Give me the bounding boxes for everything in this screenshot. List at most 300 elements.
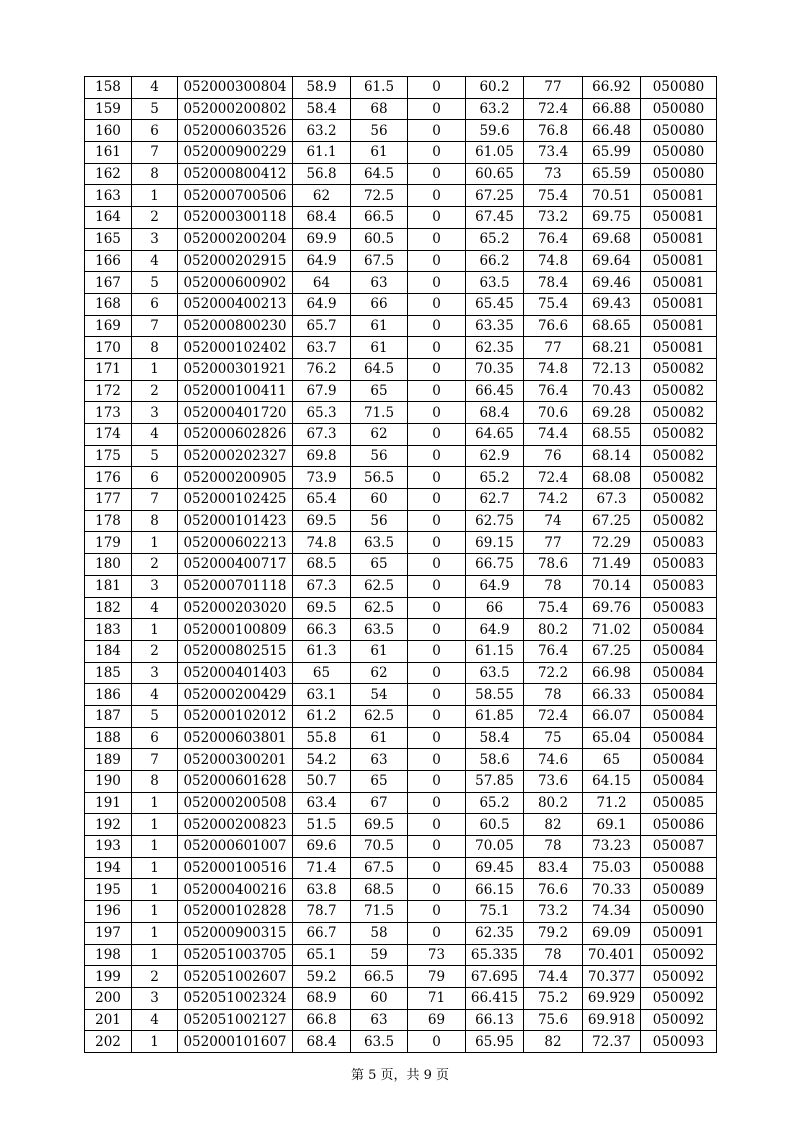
seq-cell: 194	[85, 857, 132, 879]
total-score-cell: 69.1	[583, 814, 641, 836]
score-1-cell: 54.2	[293, 749, 351, 771]
score-2-cell: 68	[351, 98, 408, 120]
written-score-cell: 63.5	[466, 662, 524, 684]
score-2-cell: 62.5	[351, 705, 408, 727]
position-code-cell: 050092	[641, 944, 717, 966]
table-row	[85, 944, 717, 966]
interview-score-cell: 77	[524, 337, 583, 359]
score-1-cell: 58.9	[293, 77, 351, 99]
rank-cell: 1	[132, 619, 178, 641]
position-code-cell: 050080	[641, 163, 717, 185]
exam-id-cell: 052000102402	[178, 337, 293, 359]
written-score-cell: 57.85	[466, 771, 524, 793]
rank-cell: 1	[132, 1031, 178, 1053]
position-code-cell: 050081	[641, 337, 717, 359]
score-3-cell: 0	[408, 857, 466, 879]
exam-id-cell: 052000800412	[178, 163, 293, 185]
total-score-cell: 71.2	[583, 792, 641, 814]
exam-id-cell: 052000100411	[178, 380, 293, 402]
exam-id-cell: 052000701118	[178, 575, 293, 597]
score-2-cell: 71.5	[351, 402, 408, 424]
table-row	[85, 467, 717, 489]
score-1-cell: 59.2	[293, 966, 351, 988]
rank-cell: 2	[132, 640, 178, 662]
position-code-cell: 050081	[641, 207, 717, 229]
total-score-cell: 66.98	[583, 662, 641, 684]
score-1-cell: 67.3	[293, 424, 351, 446]
written-score-cell: 60.5	[466, 814, 524, 836]
rank-cell: 1	[132, 358, 178, 380]
score-3-cell: 0	[408, 640, 466, 662]
total-score-cell: 68.55	[583, 424, 641, 446]
written-score-cell: 58.4	[466, 727, 524, 749]
seq-cell: 163	[85, 185, 132, 207]
position-code-cell: 050082	[641, 489, 717, 511]
written-score-cell: 61.05	[466, 142, 524, 164]
table-row	[85, 987, 717, 1009]
score-1-cell: 68.9	[293, 987, 351, 1009]
score-2-cell: 60.5	[351, 228, 408, 250]
score-3-cell: 0	[408, 727, 466, 749]
score-2-cell: 66.5	[351, 207, 408, 229]
table-row	[85, 922, 717, 944]
seq-cell: 201	[85, 1009, 132, 1031]
rank-cell: 2	[132, 380, 178, 402]
score-1-cell: 66.7	[293, 922, 351, 944]
written-score-cell: 66.75	[466, 554, 524, 576]
position-code-cell: 050092	[641, 987, 717, 1009]
seq-cell: 197	[85, 922, 132, 944]
exam-id-cell: 052000100516	[178, 857, 293, 879]
rank-cell: 1	[132, 185, 178, 207]
table-row	[85, 662, 717, 684]
rank-cell: 3	[132, 402, 178, 424]
rank-cell: 8	[132, 771, 178, 793]
score-3-cell: 0	[408, 250, 466, 272]
written-score-cell: 70.05	[466, 836, 524, 858]
seq-cell: 189	[85, 749, 132, 771]
score-3-cell: 0	[408, 185, 466, 207]
interview-score-cell: 80.2	[524, 792, 583, 814]
exam-id-cell: 052000602826	[178, 424, 293, 446]
position-code-cell: 050084	[641, 771, 717, 793]
total-score-cell: 66.88	[583, 98, 641, 120]
interview-score-cell: 75.2	[524, 987, 583, 1009]
written-score-cell: 62.35	[466, 922, 524, 944]
interview-score-cell: 75.6	[524, 1009, 583, 1031]
exam-id-cell: 052051003705	[178, 944, 293, 966]
seq-cell: 168	[85, 293, 132, 315]
rank-cell: 4	[132, 77, 178, 99]
score-3-cell: 0	[408, 510, 466, 532]
table-row	[85, 1009, 717, 1031]
rank-cell: 8	[132, 337, 178, 359]
score-2-cell: 72.5	[351, 185, 408, 207]
score-3-cell: 0	[408, 684, 466, 706]
total-score-cell: 65.04	[583, 727, 641, 749]
seq-cell: 185	[85, 662, 132, 684]
score-3-cell: 0	[408, 532, 466, 554]
seq-cell: 188	[85, 727, 132, 749]
score-2-cell: 66	[351, 293, 408, 315]
total-score-cell: 71.02	[583, 619, 641, 641]
position-code-cell: 050082	[641, 467, 717, 489]
table-row	[85, 445, 717, 467]
total-score-cell: 69.09	[583, 922, 641, 944]
interview-score-cell: 78.6	[524, 554, 583, 576]
table-row	[85, 749, 717, 771]
total-score-cell: 67.25	[583, 510, 641, 532]
score-1-cell: 76.2	[293, 358, 351, 380]
seq-cell: 191	[85, 792, 132, 814]
position-code-cell: 050083	[641, 597, 717, 619]
score-1-cell: 63.1	[293, 684, 351, 706]
score-2-cell: 68.5	[351, 879, 408, 901]
score-1-cell: 63.2	[293, 120, 351, 142]
written-score-cell: 75.1	[466, 901, 524, 923]
position-code-cell: 050081	[641, 228, 717, 250]
rank-cell: 4	[132, 250, 178, 272]
score-3-cell: 0	[408, 792, 466, 814]
written-score-cell: 60.2	[466, 77, 524, 99]
exam-id-cell: 052000200823	[178, 814, 293, 836]
position-code-cell: 050082	[641, 510, 717, 532]
seq-cell: 175	[85, 445, 132, 467]
position-code-cell: 050084	[641, 705, 717, 727]
seq-cell: 173	[85, 402, 132, 424]
score-1-cell: 65	[293, 662, 351, 684]
exam-id-cell: 052000102425	[178, 489, 293, 511]
score-1-cell: 69.6	[293, 836, 351, 858]
total-score-cell: 66.33	[583, 684, 641, 706]
table-row	[85, 532, 717, 554]
table-row	[85, 402, 717, 424]
written-score-cell: 63.2	[466, 98, 524, 120]
score-1-cell: 63.8	[293, 879, 351, 901]
score-1-cell: 65.3	[293, 402, 351, 424]
score-3-cell: 0	[408, 207, 466, 229]
seq-cell: 202	[85, 1031, 132, 1053]
table-row	[85, 228, 717, 250]
position-code-cell: 050090	[641, 901, 717, 923]
score-3-cell: 0	[408, 749, 466, 771]
table-row	[85, 358, 717, 380]
score-1-cell: 63.7	[293, 337, 351, 359]
score-2-cell: 62	[351, 424, 408, 446]
score-2-cell: 62.5	[351, 597, 408, 619]
score-3-cell: 73	[408, 944, 466, 966]
total-score-cell: 69.68	[583, 228, 641, 250]
exam-id-cell: 052000101607	[178, 1031, 293, 1053]
seq-cell: 176	[85, 467, 132, 489]
rank-cell: 2	[132, 966, 178, 988]
position-code-cell: 050084	[641, 684, 717, 706]
table-body	[85, 77, 717, 1053]
seq-cell: 200	[85, 987, 132, 1009]
interview-score-cell: 74.2	[524, 489, 583, 511]
score-2-cell: 61.5	[351, 77, 408, 99]
seq-cell: 187	[85, 705, 132, 727]
table-row	[85, 98, 717, 120]
seq-cell: 171	[85, 358, 132, 380]
score-3-cell: 0	[408, 77, 466, 99]
interview-score-cell: 76.4	[524, 640, 583, 662]
total-score-cell: 69.64	[583, 250, 641, 272]
rank-cell: 4	[132, 597, 178, 619]
score-3-cell: 0	[408, 142, 466, 164]
exam-id-cell: 052000100809	[178, 619, 293, 641]
exam-id-cell: 052000602213	[178, 532, 293, 554]
table-row	[85, 293, 717, 315]
seq-cell: 198	[85, 944, 132, 966]
score-2-cell: 67	[351, 792, 408, 814]
rank-cell: 6	[132, 467, 178, 489]
score-1-cell: 68.5	[293, 554, 351, 576]
written-score-cell: 69.45	[466, 857, 524, 879]
position-code-cell: 050084	[641, 662, 717, 684]
table-row	[85, 380, 717, 402]
score-1-cell: 66.3	[293, 619, 351, 641]
position-code-cell: 050081	[641, 272, 717, 294]
position-code-cell: 050080	[641, 77, 717, 99]
total-score-cell: 66.92	[583, 77, 641, 99]
written-score-cell: 66.45	[466, 380, 524, 402]
interview-score-cell: 73.2	[524, 901, 583, 923]
score-2-cell: 63.5	[351, 532, 408, 554]
score-3-cell: 0	[408, 705, 466, 727]
score-1-cell: 64.9	[293, 250, 351, 272]
rank-cell: 4	[132, 424, 178, 446]
total-score-cell: 69.46	[583, 272, 641, 294]
score-3-cell: 0	[408, 814, 466, 836]
interview-score-cell: 72.4	[524, 467, 583, 489]
score-3-cell: 0	[408, 380, 466, 402]
total-score-cell: 69.929	[583, 987, 641, 1009]
score-3-cell: 0	[408, 879, 466, 901]
rank-cell: 8	[132, 163, 178, 185]
interview-score-cell: 75.4	[524, 597, 583, 619]
exam-id-cell: 052051002607	[178, 966, 293, 988]
score-2-cell: 61	[351, 142, 408, 164]
table-row	[85, 705, 717, 727]
score-3-cell: 0	[408, 98, 466, 120]
interview-score-cell: 80.2	[524, 619, 583, 641]
seq-cell: 164	[85, 207, 132, 229]
written-score-cell: 65.45	[466, 293, 524, 315]
position-code-cell: 050082	[641, 380, 717, 402]
interview-score-cell: 77	[524, 77, 583, 99]
written-score-cell: 67.695	[466, 966, 524, 988]
total-score-cell: 65.59	[583, 163, 641, 185]
position-code-cell: 050080	[641, 98, 717, 120]
score-1-cell: 68.4	[293, 207, 351, 229]
table-row	[85, 814, 717, 836]
score-1-cell: 65.1	[293, 944, 351, 966]
position-code-cell: 050083	[641, 575, 717, 597]
interview-score-cell: 76.8	[524, 120, 583, 142]
score-3-cell: 0	[408, 771, 466, 793]
written-score-cell: 66.2	[466, 250, 524, 272]
score-2-cell: 63	[351, 272, 408, 294]
total-score-cell: 64.15	[583, 771, 641, 793]
score-1-cell: 56.8	[293, 163, 351, 185]
total-score-cell: 66.07	[583, 705, 641, 727]
position-code-cell: 050082	[641, 424, 717, 446]
exam-id-cell: 052000200508	[178, 792, 293, 814]
table-row	[85, 619, 717, 641]
score-1-cell: 73.9	[293, 467, 351, 489]
table-row	[85, 575, 717, 597]
score-3-cell: 0	[408, 554, 466, 576]
exam-id-cell: 052000202915	[178, 250, 293, 272]
interview-score-cell: 76.6	[524, 315, 583, 337]
rank-cell: 2	[132, 554, 178, 576]
score-table	[84, 76, 717, 1053]
total-score-cell: 68.14	[583, 445, 641, 467]
exam-id-cell: 052000601628	[178, 771, 293, 793]
rank-cell: 3	[132, 228, 178, 250]
exam-id-cell: 052000600902	[178, 272, 293, 294]
seq-cell: 193	[85, 836, 132, 858]
rank-cell: 6	[132, 120, 178, 142]
interview-score-cell: 74.6	[524, 749, 583, 771]
total-score-cell: 71.49	[583, 554, 641, 576]
score-2-cell: 59	[351, 944, 408, 966]
score-2-cell: 65	[351, 771, 408, 793]
score-2-cell: 60	[351, 489, 408, 511]
total-score-cell: 72.13	[583, 358, 641, 380]
score-1-cell: 67.9	[293, 380, 351, 402]
seq-cell: 199	[85, 966, 132, 988]
score-1-cell: 74.8	[293, 532, 351, 554]
total-score-cell: 70.14	[583, 575, 641, 597]
interview-score-cell: 73.2	[524, 207, 583, 229]
score-2-cell: 56	[351, 445, 408, 467]
table-row	[85, 966, 717, 988]
written-score-cell: 64.9	[466, 619, 524, 641]
written-score-cell: 66	[466, 597, 524, 619]
score-3-cell: 0	[408, 467, 466, 489]
score-3-cell: 79	[408, 966, 466, 988]
position-code-cell: 050081	[641, 293, 717, 315]
table-row	[85, 684, 717, 706]
score-2-cell: 64.5	[351, 358, 408, 380]
table-row	[85, 640, 717, 662]
position-code-cell: 050091	[641, 922, 717, 944]
table-row	[85, 879, 717, 901]
table-row	[85, 489, 717, 511]
score-3-cell: 0	[408, 575, 466, 597]
interview-score-cell: 75.4	[524, 185, 583, 207]
rank-cell: 3	[132, 662, 178, 684]
seq-cell: 166	[85, 250, 132, 272]
table-row	[85, 185, 717, 207]
interview-score-cell: 72.2	[524, 662, 583, 684]
interview-score-cell: 76	[524, 445, 583, 467]
seq-cell: 174	[85, 424, 132, 446]
written-score-cell: 65.95	[466, 1031, 524, 1053]
rank-cell: 1	[132, 857, 178, 879]
total-score-cell: 70.51	[583, 185, 641, 207]
rank-cell: 1	[132, 879, 178, 901]
seq-cell: 159	[85, 98, 132, 120]
total-score-cell: 75.03	[583, 857, 641, 879]
exam-id-cell: 052000401403	[178, 662, 293, 684]
position-code-cell: 050093	[641, 1031, 717, 1053]
interview-score-cell: 76.6	[524, 879, 583, 901]
position-code-cell: 050081	[641, 315, 717, 337]
exam-id-cell: 052000700506	[178, 185, 293, 207]
total-score-cell: 65	[583, 749, 641, 771]
position-code-cell: 050084	[641, 619, 717, 641]
seq-cell: 165	[85, 228, 132, 250]
seq-cell: 170	[85, 337, 132, 359]
seq-cell: 183	[85, 619, 132, 641]
score-3-cell: 0	[408, 662, 466, 684]
written-score-cell: 62.75	[466, 510, 524, 532]
rank-cell: 8	[132, 510, 178, 532]
rank-cell: 3	[132, 575, 178, 597]
total-score-cell: 69.76	[583, 597, 641, 619]
score-2-cell: 67.5	[351, 857, 408, 879]
exam-id-cell: 052000203020	[178, 597, 293, 619]
interview-score-cell: 78	[524, 575, 583, 597]
table-row	[85, 727, 717, 749]
seq-cell: 179	[85, 532, 132, 554]
score-2-cell: 62.5	[351, 575, 408, 597]
total-score-cell: 70.33	[583, 879, 641, 901]
total-score-cell: 67.25	[583, 640, 641, 662]
written-score-cell: 70.35	[466, 358, 524, 380]
written-score-cell: 58.55	[466, 684, 524, 706]
exam-id-cell: 052000200429	[178, 684, 293, 706]
position-code-cell: 050081	[641, 250, 717, 272]
exam-id-cell: 052000900315	[178, 922, 293, 944]
score-3-cell: 0	[408, 120, 466, 142]
score-3-cell: 0	[408, 293, 466, 315]
interview-score-cell: 76.4	[524, 228, 583, 250]
exam-id-cell: 052000200802	[178, 98, 293, 120]
score-1-cell: 69.9	[293, 228, 351, 250]
rank-cell: 1	[132, 814, 178, 836]
rank-cell: 4	[132, 1009, 178, 1031]
score-3-cell: 0	[408, 402, 466, 424]
score-3-cell: 69	[408, 1009, 466, 1031]
table-row	[85, 250, 717, 272]
position-code-cell: 050092	[641, 1009, 717, 1031]
interview-score-cell: 74.8	[524, 250, 583, 272]
score-3-cell: 0	[408, 445, 466, 467]
exam-id-cell: 052000800230	[178, 315, 293, 337]
score-2-cell: 65	[351, 380, 408, 402]
written-score-cell: 67.45	[466, 207, 524, 229]
score-1-cell: 66.8	[293, 1009, 351, 1031]
table-row	[85, 272, 717, 294]
score-3-cell: 0	[408, 228, 466, 250]
seq-cell: 192	[85, 814, 132, 836]
interview-score-cell: 72.4	[524, 98, 583, 120]
exam-id-cell: 052000300804	[178, 77, 293, 99]
position-code-cell: 050088	[641, 857, 717, 879]
score-3-cell: 0	[408, 272, 466, 294]
table-row	[85, 597, 717, 619]
score-3-cell: 0	[408, 337, 466, 359]
seq-cell: 181	[85, 575, 132, 597]
seq-cell: 158	[85, 77, 132, 99]
exam-id-cell: 052051002127	[178, 1009, 293, 1031]
position-code-cell: 050084	[641, 640, 717, 662]
exam-id-cell: 052000200204	[178, 228, 293, 250]
